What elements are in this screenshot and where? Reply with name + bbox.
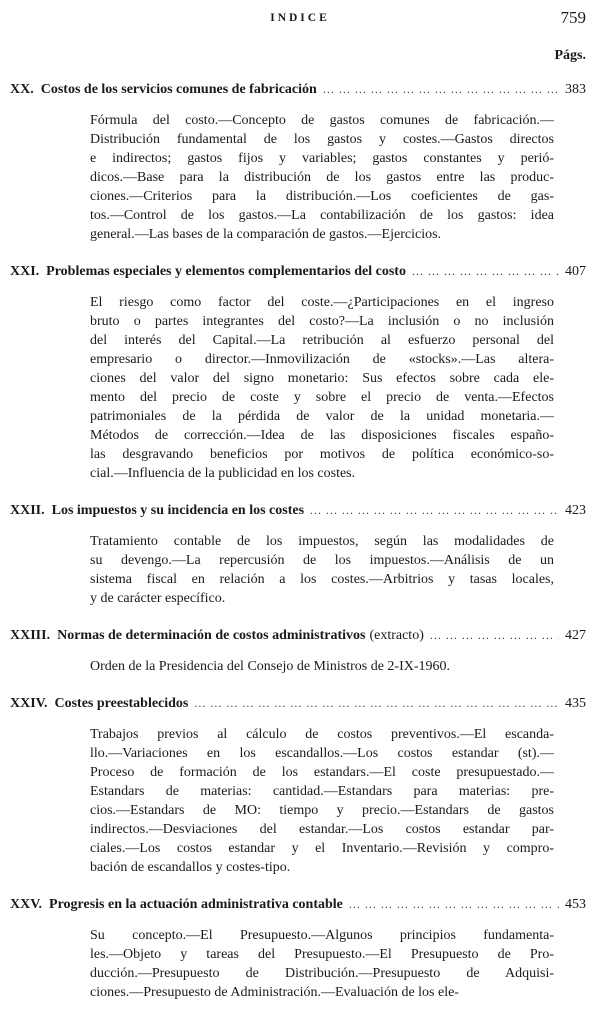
index-entry-heading <box>0 502 600 519</box>
summary-line: dicos.—Base para la distribución de los gastos entre las produc- <box>90 170 554 185</box>
chapter-page-number: 435 <box>565 696 586 711</box>
summary-line: ciones del valor del signo monetario: Sus efectos sobre cada ele- <box>90 371 554 386</box>
summary-line: llo.—Variaciones en los escandallos.—Los costos estandar (st).— <box>90 746 554 761</box>
dot-leader <box>349 896 559 912</box>
summary-line: indirectos.—Desviaciones del estandar.—Los costos estandar par- <box>90 822 554 837</box>
summary-line: Tratamiento contable de los impuestos, según las modalidades de <box>90 534 554 549</box>
chapter-number: XXII. <box>10 503 45 518</box>
summary-line: cios.—Estandars de MO: tiempo y precio.—Estandars de gastos <box>90 803 554 818</box>
summary-line: Distribución fundamental de los gastos y costes.—Gastos directos <box>90 132 554 147</box>
chapter-page-number: 423 <box>565 503 586 518</box>
summary-line: mento del precio de coste y sobre el precio de venta.—Efectos <box>90 390 554 405</box>
summary-line: Su concepto.—El Presupuesto.—Algunos principios fundamenta- <box>90 928 554 943</box>
summary-line: bación de escandallos y costes-tipo. <box>90 860 291 875</box>
chapter-heading <box>10 696 188 712</box>
chapter-summary <box>0 280 600 483</box>
chapter-heading <box>10 82 317 98</box>
chapter-subtitle: (extracto) <box>369 628 424 643</box>
chapter-heading <box>10 897 343 913</box>
summary-line: empresario o director.—Inmovilización de «stocks».—Las altera- <box>90 352 554 367</box>
running-header-title: INDICE <box>270 12 330 24</box>
chapter-number: XXIV. <box>10 696 48 711</box>
chapter-title: Costes preestablecidos <box>54 696 189 711</box>
index-entry <box>0 695 600 877</box>
index-entry-heading <box>0 896 600 913</box>
summary-line: e indirectos; gastos fijos y variables; gastos constantes y perió- <box>90 151 554 166</box>
chapter-number: XXI. <box>10 264 40 279</box>
chapter-summary <box>0 712 600 877</box>
summary-line: Fórmula del costo.—Concepto de gastos comunes de fabricación.— <box>90 113 554 128</box>
chapter-title: Costos de los servicios comunes de fabricación <box>40 82 317 97</box>
pags-column-label: Págs. <box>554 48 586 63</box>
chapter-number: XXV. <box>10 897 43 912</box>
summary-line: Trabajos previos al cálculo de costos preventivos.—El escanda- <box>90 727 554 742</box>
summary-line: cial.—Influencia de la publicidad en los costes. <box>90 466 356 481</box>
summary-line: El riesgo como factor del coste.—¿Participaciones en el ingreso <box>90 295 554 310</box>
summary-line: ciones.—Criterios para la distribución.—Los coeficientes de gas- <box>90 189 554 204</box>
chapter-page-number: 407 <box>565 264 586 279</box>
index-entry <box>0 502 600 608</box>
summary-line: Orden de la Presidencia del Consejo de Ministros de 2-IX-1960. <box>90 659 451 674</box>
chapter-title: Los impuestos y su incidencia en los costes <box>51 503 305 518</box>
index-entry-heading <box>0 695 600 712</box>
summary-line: ducción.—Presupuesto de Distribución.—Presupuesto de Adquisi- <box>90 966 554 981</box>
chapter-summary <box>0 913 600 1002</box>
index-entry <box>0 81 600 244</box>
summary-line: Métodos de corrección.—Idea de las disposiciones fiscales españo- <box>90 428 554 443</box>
summary-line: tos.—Control de los gastos.—La contabilización de los gastos: idea <box>90 208 554 223</box>
summary-line: bruto o partes integrantes del costo?—La inclusión o no inclusión <box>90 314 554 329</box>
summary-line: ciones.—Presupuesto de Administración.—Evaluación de los ele- <box>90 985 459 1000</box>
index-entry <box>0 896 600 1002</box>
summary-line: general.—Las bases de la comparación de gastos.—Ejercicios. <box>90 227 442 242</box>
index-entry-heading <box>0 263 600 280</box>
chapter-summary <box>0 98 600 244</box>
chapter-title: Normas de determinación de costos administrativos <box>57 628 366 643</box>
chapter-page-number: 427 <box>565 628 586 643</box>
chapter-heading <box>10 628 365 644</box>
dot-leader <box>194 695 559 711</box>
chapter-title: Problemas especiales y elementos complementarios del costo <box>46 264 406 279</box>
dot-leader <box>323 81 559 97</box>
page-number: 759 <box>560 8 586 27</box>
chapter-summary <box>0 519 600 608</box>
index-entry <box>0 263 600 483</box>
chapter-page-number: 453 <box>565 897 586 912</box>
summary-line: les.—Objeto y tareas del Presupuesto.—El Presupuesto de Pro- <box>90 947 554 962</box>
summary-line: patrimoniales de la pérdida de valor de la unidad monetaria.— <box>90 409 554 424</box>
summary-line: ciales.—Los costos estandar y el Inventario.—Revisión y compro- <box>90 841 554 856</box>
dot-leader <box>412 263 559 279</box>
index-entry-heading <box>0 81 600 98</box>
chapter-number: XXIII. <box>10 628 51 643</box>
chapter-heading <box>10 503 304 519</box>
chapter-number: XX. <box>10 82 34 97</box>
index-chapter-list <box>0 81 600 1021</box>
chapter-page-number: 383 <box>565 82 586 97</box>
summary-line: las desgravando beneficios por motivos de política económico-so- <box>90 447 554 462</box>
summary-line: Estandars de materias: cantidad.—Estandars para materias: pre- <box>90 784 554 799</box>
index-entry <box>0 627 600 676</box>
summary-line: Proceso de formación de los estandars.—El coste presupuestado.— <box>90 765 554 780</box>
chapter-heading <box>10 264 406 280</box>
summary-line: del interés del Capital.—La retribución al esfuerzo personal del <box>90 333 554 348</box>
summary-line: su devengo.—La repercusión de los impuestos.—Análisis de un <box>90 553 554 568</box>
summary-line: sistema fiscal en relación a los costes.—Arbitrios y tasas locales, <box>90 572 554 587</box>
index-entry-heading <box>0 627 600 644</box>
chapter-summary <box>0 644 600 676</box>
chapter-title: Progresis en la actuación administrativa contable <box>49 897 343 912</box>
summary-line: y de carácter específico. <box>90 591 226 606</box>
dot-leader <box>430 627 559 643</box>
dot-leader <box>310 502 559 518</box>
